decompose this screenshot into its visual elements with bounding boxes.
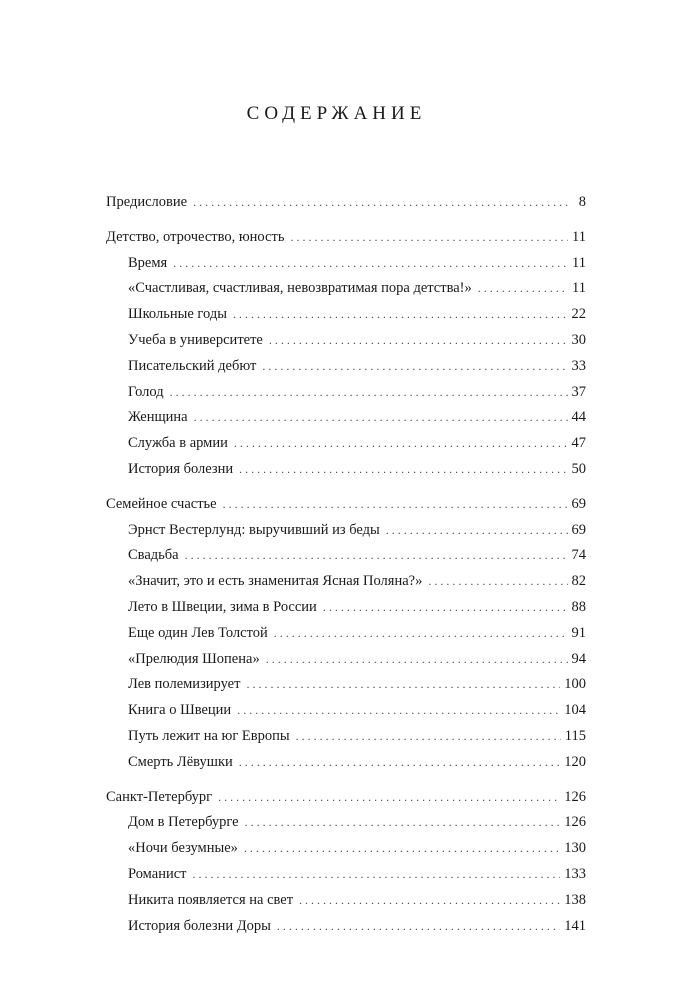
dot-leader: [428, 569, 567, 595]
dot-leader: [277, 914, 560, 940]
dot-leader: [239, 750, 560, 776]
table-of-contents: [106, 190, 586, 948]
toc-section: [106, 190, 586, 216]
entry-title: Предисловие: [106, 194, 188, 210]
dot-leader: [192, 862, 560, 888]
entry-title: История болезни Доры: [128, 917, 271, 934]
dot-leader: [386, 518, 568, 544]
entry-title: Путь лежит на юг Европы: [128, 727, 290, 744]
entry-title: Детство, отрочество, юность: [106, 228, 285, 245]
entry-title: Время: [128, 254, 168, 271]
dot-leader: [269, 328, 568, 354]
entry-title: Семейное счастье: [106, 495, 217, 512]
toc-subsection-entry[interactable]: [106, 914, 586, 940]
dot-leader: [290, 225, 568, 251]
toc-section: [106, 225, 586, 483]
toc-section: [106, 785, 586, 940]
entry-title: Смерть Лёвушки: [128, 753, 233, 770]
toc-subsection-entry[interactable]: [106, 836, 586, 862]
entry-title: «Ночи безумные»: [128, 840, 238, 857]
entry-title: «Значит, это и есть знаменитая Ясная Поляна?»: [128, 573, 423, 590]
entry-title: Свадьба: [128, 547, 179, 564]
entry-title: Романист: [128, 865, 187, 882]
entry-page-number: 11: [572, 254, 586, 271]
entry-page-number: 100: [564, 676, 586, 693]
toc-chapter-entry[interactable]: [106, 190, 586, 216]
entry-page-number: 88: [571, 598, 586, 615]
entry-page-number: 91: [571, 624, 586, 641]
toc-subsection-entry[interactable]: [106, 647, 586, 673]
toc-chapter-entry[interactable]: [106, 225, 586, 251]
toc-subsection-entry[interactable]: [106, 431, 586, 457]
dot-leader: [194, 405, 568, 431]
dot-leader: [218, 785, 560, 811]
entry-page-number: 69: [571, 521, 586, 538]
entry-page-number: 138: [564, 891, 586, 908]
entry-page-number: 82: [571, 573, 586, 590]
dot-leader: [193, 190, 568, 216]
dot-leader: [170, 380, 568, 406]
toc-subsection-entry[interactable]: [106, 750, 586, 776]
entry-page-number: 120: [564, 753, 586, 770]
entry-page-number: 104: [564, 702, 586, 719]
entry-page-number: 47: [571, 435, 586, 452]
toc-chapter-entry[interactable]: [106, 785, 586, 811]
toc-subsection-entry[interactable]: [106, 354, 586, 380]
entry-page-number: 30: [571, 331, 586, 348]
entry-page-number: 126: [564, 788, 586, 805]
entry-page-number: 22: [571, 306, 586, 323]
entry-title: Голод: [128, 383, 164, 400]
entry-title: Дом в Петербурге: [128, 814, 239, 831]
entry-page-number: 115: [564, 727, 586, 744]
entry-title: Лето в Швеции, зима в России: [128, 598, 317, 615]
entry-page-number: 94: [571, 650, 586, 667]
entry-page-number: 33: [571, 357, 586, 374]
toc-subsection-entry[interactable]: [106, 457, 586, 483]
entry-title: Писательский дебют: [128, 357, 257, 374]
entry-title: Женщина: [128, 409, 188, 426]
page-title: СОДЕРЖАНИЕ: [246, 102, 427, 124]
entry-title: Учеба в университете: [128, 331, 263, 348]
dot-leader: [296, 724, 561, 750]
entry-title: Санкт-Петербург: [106, 788, 213, 805]
dot-leader: [245, 810, 561, 836]
toc-subsection-entry[interactable]: [106, 569, 586, 595]
entry-page-number: 8: [578, 194, 586, 210]
toc-subsection-entry[interactable]: [106, 621, 586, 647]
entry-page-number: 69: [571, 495, 586, 512]
dot-leader: [266, 647, 568, 673]
dot-leader: [299, 888, 560, 914]
entry-page-number: 74: [571, 547, 586, 564]
entry-title: Служба в армии: [128, 435, 228, 452]
entry-page-number: 11: [572, 228, 586, 245]
entry-title: Никита появляется на свет: [128, 891, 294, 908]
toc-subsection-entry[interactable]: [106, 302, 586, 328]
toc-subsection-entry[interactable]: [106, 543, 586, 569]
dot-leader: [237, 698, 560, 724]
entry-page-number: 50: [571, 460, 586, 477]
toc-subsection-entry[interactable]: [106, 810, 586, 836]
toc-subsection-entry[interactable]: [106, 724, 586, 750]
entry-title: Книга о Швеции: [128, 702, 232, 719]
toc-chapter-entry[interactable]: [106, 492, 586, 518]
dot-leader: [323, 595, 568, 621]
entry-page-number: 133: [564, 865, 586, 882]
entry-title: «Прелюдия Шопена»: [128, 650, 260, 667]
dot-leader: [274, 621, 568, 647]
entry-page-number: 37: [571, 383, 586, 400]
entry-title: Лев полемизирует: [128, 676, 241, 693]
dot-leader: [223, 492, 568, 518]
toc-subsection-entry[interactable]: [106, 672, 586, 698]
toc-subsection-entry[interactable]: [106, 698, 586, 724]
dot-leader: [244, 836, 560, 862]
entry-title: «Счастливая, счастливая, невозвратимая пора детства!»: [128, 280, 472, 297]
entry-title: Эрнст Вестерлунд: выручивший из беды: [128, 521, 380, 538]
dot-leader: [173, 251, 568, 277]
entry-page-number: 141: [564, 917, 586, 934]
entry-title: Школьные годы: [128, 306, 227, 323]
toc-subsection-entry[interactable]: [106, 518, 586, 544]
entry-page-number: 126: [564, 814, 586, 831]
dot-leader: [478, 276, 568, 302]
toc-subsection-entry[interactable]: [106, 328, 586, 354]
entry-title: История болезни: [128, 460, 234, 477]
dot-leader: [234, 431, 568, 457]
toc-subsection-entry[interactable]: [106, 862, 586, 888]
toc-subsection-entry[interactable]: [106, 251, 586, 277]
toc-subsection-entry[interactable]: [106, 405, 586, 431]
toc-subsection-entry[interactable]: [106, 595, 586, 621]
dot-leader: [246, 672, 560, 698]
entry-title: Еще один Лев Толстой: [128, 624, 268, 641]
toc-subsection-entry[interactable]: [106, 276, 586, 302]
entry-page-number: 130: [564, 840, 586, 857]
dot-leader: [262, 354, 567, 380]
dot-leader: [185, 543, 568, 569]
toc-subsection-entry[interactable]: [106, 380, 586, 406]
entry-page-number: 44: [571, 409, 586, 426]
dot-leader: [233, 302, 568, 328]
entry-page-number: 11: [572, 280, 586, 297]
toc-subsection-entry[interactable]: [106, 888, 586, 914]
dot-leader: [239, 457, 567, 483]
toc-section: [106, 492, 586, 776]
